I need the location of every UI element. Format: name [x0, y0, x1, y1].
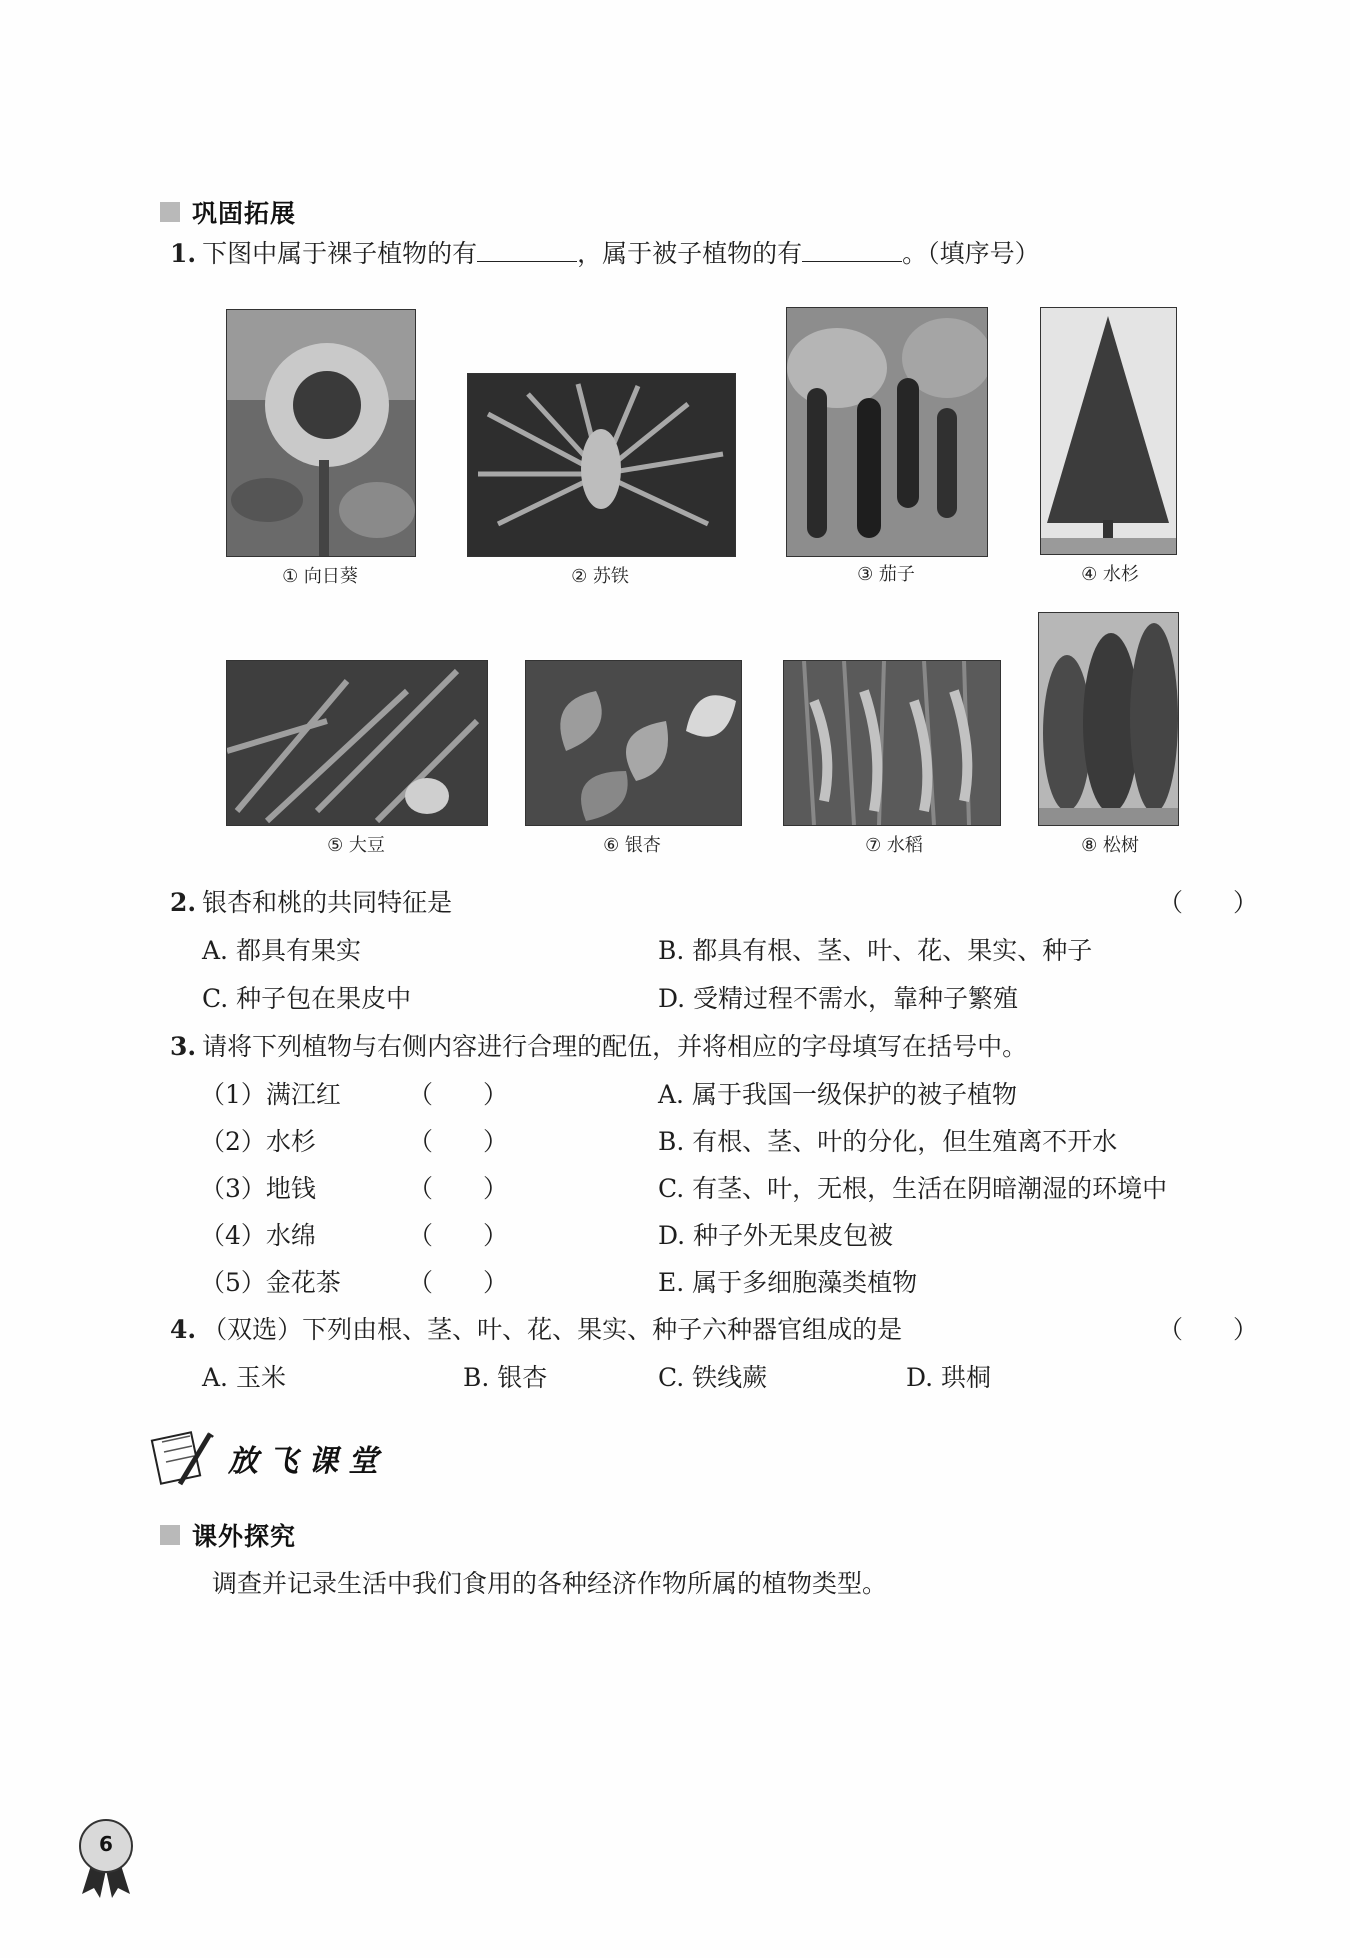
question-text: （双选）下列由根、茎、叶、花、果实、种子六种器官组成的是 [202, 1315, 903, 1344]
question-number: 1. [170, 239, 197, 268]
match-left-item: （5）金花茶 [200, 1268, 341, 1297]
explore-text: 调查并记录生活中我们食用的各种经济作物所属的植物类型。 [212, 1569, 888, 1598]
match-right-item: E. 属于多细胞藻类植物 [658, 1268, 918, 1297]
answer-blank-gymnosperm[interactable] [477, 239, 577, 262]
classroom-banner [150, 1428, 388, 1488]
photo-cycad [467, 373, 736, 557]
match-left-item: （2）水杉 [200, 1127, 316, 1156]
photo-metasequoia [1040, 307, 1177, 555]
question-2 [170, 885, 452, 921]
option-d: D. 受精过程不需水，靠种子繁殖 [658, 984, 1019, 1013]
photo-caption: ③ 茄子 [857, 564, 915, 585]
photo-caption: ⑥ 银杏 [603, 835, 661, 856]
match-left-item: （4）水绵 [200, 1221, 316, 1250]
photo-rice [783, 660, 1001, 826]
option-b: B. 都具有根、茎、叶、花、果实、种子 [658, 936, 1093, 965]
match-answer-paren[interactable]: （ ） [408, 1268, 509, 1297]
match-left-item: （1）满江红 [200, 1080, 341, 1109]
question-text: 银杏和桃的共同特征是 [202, 888, 453, 917]
section-title: 巩固拓展 [192, 199, 297, 228]
question-text: ，属于被子植物的有 [577, 239, 803, 268]
section-square-icon [160, 202, 180, 222]
match-answer-paren[interactable]: （ ） [408, 1127, 509, 1156]
option-a: A. 玉米 [202, 1363, 286, 1392]
photo-ginkgo [525, 660, 742, 826]
photo-caption: ② 苏铁 [571, 566, 629, 587]
option-a: A. 都具有果实 [202, 936, 361, 965]
photo-caption: ① 向日葵 [282, 566, 358, 587]
question-number: 2. [170, 888, 197, 917]
option-c: C. 铁线蕨 [658, 1363, 768, 1392]
answer-blank-angiosperm[interactable] [802, 239, 902, 262]
match-right-item: B. 有根、茎、叶的分化，但生殖离不开水 [658, 1127, 1118, 1156]
section-heading-explore [160, 1517, 296, 1553]
page-number-badge [78, 1818, 134, 1898]
question-number: 4. [170, 1315, 197, 1344]
match-right-item: C. 有茎、叶，无根，生活在阴暗潮湿的环境中 [658, 1174, 1168, 1203]
page-number: 6 [99, 1832, 113, 1856]
section-square-icon [160, 1525, 180, 1545]
section-heading-consolidate [160, 194, 296, 230]
match-left-item: （3）地钱 [200, 1174, 316, 1203]
question-text: 请将下列植物与右侧内容进行合理的配伍，并将相应的字母填写在括号中。 [202, 1032, 1028, 1061]
match-answer-paren[interactable]: （ ） [408, 1080, 509, 1109]
photo-sunflower [226, 309, 416, 557]
classroom-title: 放飞课堂 [228, 1444, 388, 1479]
option-d: D. 珙桐 [906, 1363, 992, 1392]
question-text: 下图中属于裸子植物的有 [202, 239, 478, 268]
photo-soybean [226, 660, 488, 826]
question-4 [170, 1312, 902, 1348]
photo-caption: ④ 水杉 [1081, 564, 1139, 585]
option-b: B. 银杏 [463, 1363, 548, 1392]
match-right-item: A. 属于我国一级保护的被子植物 [658, 1080, 1017, 1109]
section-title: 课外探究 [192, 1522, 297, 1551]
match-answer-paren[interactable]: （ ） [408, 1221, 509, 1250]
question-number: 3. [170, 1032, 197, 1061]
match-answer-paren[interactable]: （ ） [408, 1174, 509, 1203]
question-3 [170, 1029, 1027, 1065]
answer-paren[interactable]: （ ） [1158, 1315, 1259, 1344]
photo-caption: ⑦ 水稻 [865, 835, 923, 856]
question-text: 。（填序号） [902, 239, 1040, 268]
photo-caption: ⑤ 大豆 [327, 835, 385, 856]
photo-eggplant [786, 307, 988, 557]
match-right-item: D. 种子外无果皮包被 [658, 1221, 894, 1250]
photo-caption: ⑧ 松树 [1081, 835, 1139, 856]
answer-paren[interactable]: （ ） [1158, 888, 1259, 917]
question-1 [170, 236, 1040, 272]
photo-pine [1038, 612, 1179, 826]
option-c: C. 种子包在果皮中 [202, 984, 412, 1013]
notebook-pencil-icon [150, 1428, 220, 1488]
